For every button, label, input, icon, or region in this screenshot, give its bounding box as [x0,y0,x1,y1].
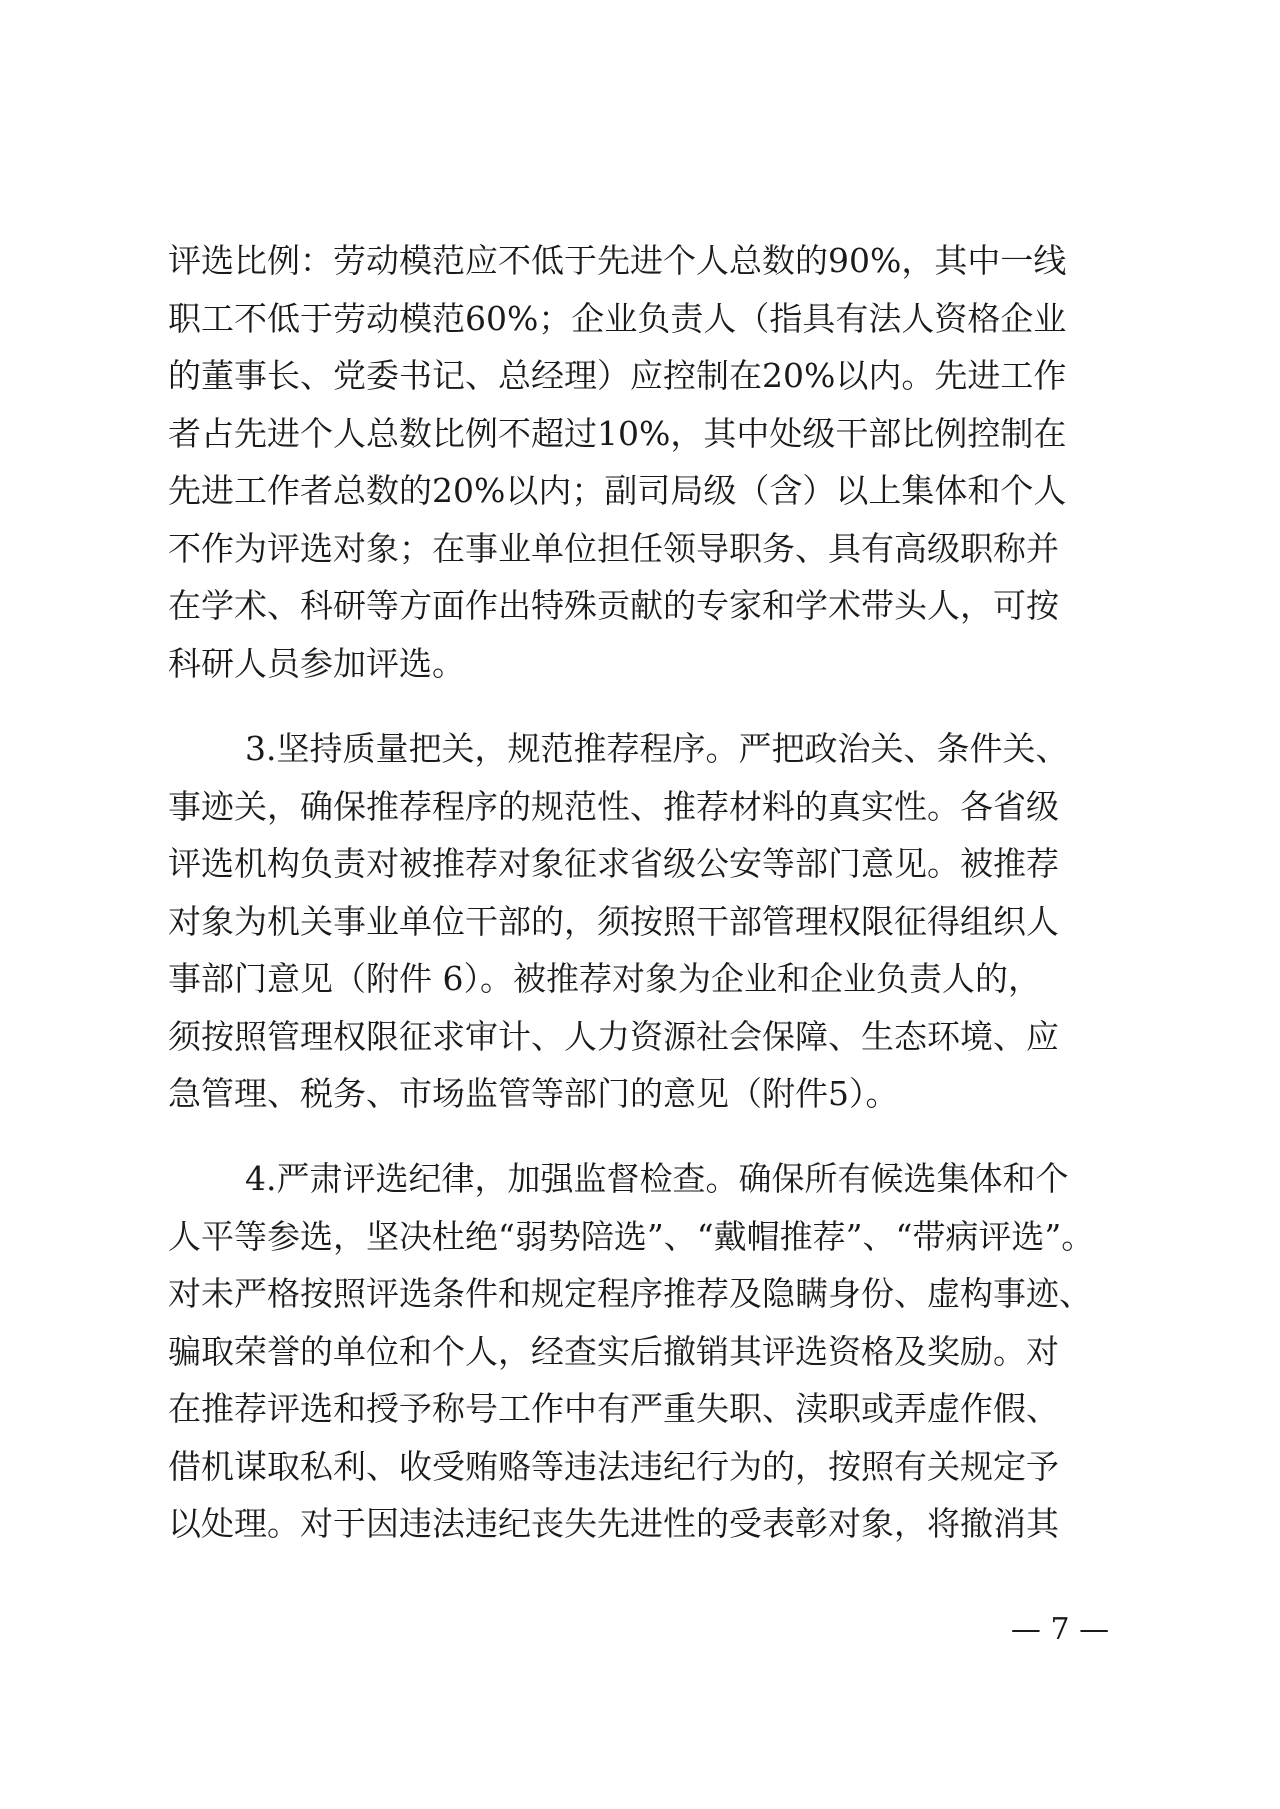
text-line: 借机谋取私利、收受贿赂等违法违纪行为的，按照有关规定予 [168,1446,1059,1486]
text-line: 须按照管理权限征求审计、人力资源社会保障、生态环境、应 [168,1016,1059,1056]
text-line: 急管理、税务、市场监管等部门的意见（附件5）。 [168,1074,899,1113]
paragraph-quality-control [168,720,1128,1123]
paragraph-discipline [168,1150,1128,1553]
text-line: 事部门意见（附件 6）。被推荐对象为企业和企业负责人的， [168,959,1041,998]
text-line: 在学术、科研等方面作出特殊贡献的专家和学术带头人，可按 [168,586,1059,625]
text-line: 不作为评选对象；在事业单位担任领导职务、具有高级职称并 [168,528,1059,568]
text-line: 评选机构负责对被推荐对象征求省级公安等部门意见。被推荐 [168,844,1059,883]
text-line: 人平等参选，坚决杜绝“弱势陪选”、“戴帽推荐”、“带病评选”。 [168,1216,1095,1256]
text-line: 对象为机关事业单位干部的，须按照干部管理权限征得组织人 [168,901,1059,941]
text-line: 对未严格按照评选条件和规定程序推荐及隐瞒身份、虚构事迹、 [168,1274,1092,1313]
text-line: 以处理。对于因违法违纪丧失先进性的受表彰对象，将撤消其 [168,1504,1059,1543]
page-number: — 7 — [1010,1612,1110,1647]
text-line: 3.坚持质量把关，规范推荐程序。严把政治关、条件关、 [245,729,1069,768]
text-line: 评选比例：劳动模范应不低于先进个人总数的90%，其中一线 [168,241,1067,280]
text-line: 职工不低于劳动模范60%；企业负责人（指具有法人资格企业 [168,298,1067,338]
text-line: 事迹关，确保推荐程序的规范性、推荐材料的真实性。各省级 [168,786,1059,826]
text-line: 先进工作者总数的20%以内；副司局级（含）以上集体和个人 [168,471,1067,510]
text-line: 者占先进个人总数比例不超过10%，其中处级干部比例控制在 [168,413,1067,453]
text-line: 科研人员参加评选。 [168,643,465,683]
text-line: 在推荐评选和授予称号工作中有严重失职、渎职或弄虚作假、 [168,1389,1059,1428]
text-line: 4.严肃评选纪律，加强监督检查。确保所有候选集体和个 [245,1159,1069,1198]
paragraph-selection-ratio [168,232,1128,692]
text-line: 的董事长、党委书记、总经理）应控制在20%以内。先进工作 [168,356,1067,395]
text-line: 骗取荣誉的单位和个人，经查实后撤销其评选资格及奖励。对 [168,1331,1059,1371]
